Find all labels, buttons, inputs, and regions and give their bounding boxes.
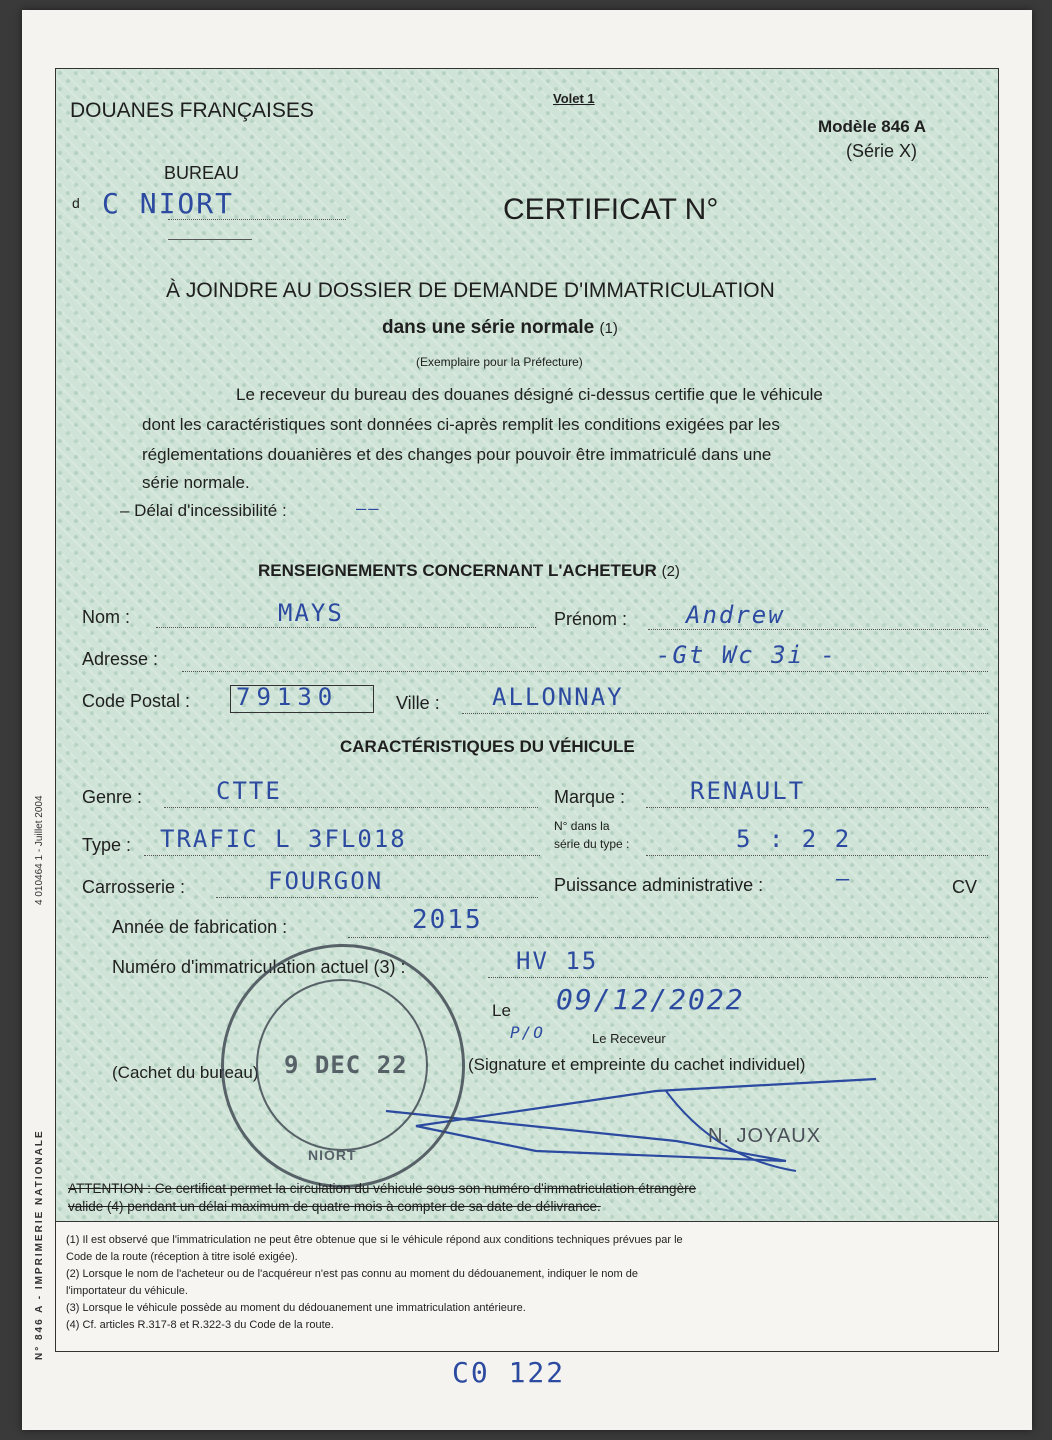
buyer-title-note: (2) — [661, 563, 680, 580]
type-label: Type : — [82, 835, 132, 855]
buyer-section-title — [258, 561, 680, 581]
bureau-rule — [168, 239, 252, 240]
serie-label-line2: série du type : — [554, 837, 630, 851]
carrosserie-value: FOURGON — [268, 867, 384, 895]
marque-value: RENAULT — [690, 777, 806, 805]
vehicle-section-title: CARACTÉRISTIQUES DU VÉHICULE — [340, 737, 635, 756]
adresse-value: -Gt Wc 3i - — [656, 641, 837, 669]
annee-line — [348, 937, 988, 938]
paragraph-line: dont les caractéristiques sont données ci-après remplit les conditions exigées par les — [142, 415, 780, 434]
serie-label: (Série X) — [846, 141, 918, 161]
footnote-line: (1) Il est observé que l'immatriculation ne peut être obtenue que si le véhicule répond aux conditions techniques prévues par le — [66, 1234, 683, 1246]
attention-line: valide (4) pendant un délai maximum de quatre mois à compter de sa date de délivrance. — [68, 1199, 601, 1214]
immat-label: Numéro d'immatriculation actuel (3) : — [112, 957, 406, 977]
serie-value: 5 : 2 2 — [736, 825, 852, 853]
immat-value: HV 15 — [516, 947, 599, 975]
marque-label: Marque : — [554, 787, 626, 807]
stamp-date: 9 DEC 22 — [284, 1051, 408, 1079]
bureau-value: C NIORT — [102, 187, 235, 220]
signatory-name: N. JOYAUX — [708, 1125, 822, 1147]
buyer-title-text: RENSEIGNEMENTS CONCERNANT L'ACHETEUR — [258, 561, 657, 580]
bureau-prefix: d — [72, 195, 80, 211]
puissance-label: Puissance administrative : — [554, 875, 764, 895]
footnote-line: (3) Lorsque le véhicule possède au moment du dédouanement une immatriculation antérieure. — [66, 1302, 526, 1314]
genre-value: CTTE — [216, 777, 282, 805]
puissance-unit: CV — [952, 877, 978, 897]
customs-certificate-form — [55, 68, 999, 1352]
serie-line — [646, 855, 988, 856]
intro-heading: À JOINDRE AU DOSSIER DE DEMANDE D'IMMATRICULATION — [166, 279, 775, 302]
footnote-line: l'importateur du véhicule. — [66, 1285, 188, 1297]
ville-value: ALLONNAY — [492, 683, 624, 711]
carrosserie-line — [216, 897, 538, 898]
agency-title: DOUANES FRANÇAISES — [70, 99, 314, 122]
cachet-label: (Cachet du bureau) — [112, 1063, 259, 1082]
footnote-line: Code de la route (réception à titre isolé exigée). — [66, 1251, 298, 1263]
attention-line: ATTENTION : Ce certificat permet la circulation du véhicule sous son numéro d'immatriculation étrangère — [68, 1181, 697, 1196]
genre-line — [164, 807, 538, 808]
footnotes-block — [56, 1221, 998, 1351]
type-value: TRAFIC L 3FL018 — [160, 825, 407, 853]
certificat-title: CERTIFICAT N° — [503, 193, 719, 226]
subheading-note: (1) — [599, 320, 618, 337]
print-reference: 4 010464 1 - Juillet 2004 — [34, 795, 45, 905]
puissance-value: — — [836, 867, 852, 892]
annee-value: 2015 — [412, 905, 483, 935]
type-line — [144, 855, 540, 856]
marque-line — [646, 807, 988, 808]
ville-label: Ville : — [396, 693, 440, 713]
subheading-text: dans une série normale — [382, 317, 595, 338]
printer-mark: N° 846 A - IMPRIMERIE NATIONALE — [34, 1129, 45, 1360]
customs-stamp — [221, 944, 465, 1188]
prenom-line — [648, 629, 988, 630]
paragraph-line: Le receveur du bureau des douanes désigné ci-dessus certifie que le véhicule — [236, 385, 823, 404]
volet-label: Volet 1 — [553, 91, 595, 106]
immat-line — [488, 977, 988, 978]
genre-label: Genre : — [82, 787, 143, 807]
exemplaire-label: (Exemplaire pour la Préfecture) — [416, 355, 583, 369]
adresse-line — [182, 671, 988, 672]
po-value: P/O — [510, 1023, 545, 1042]
annee-label: Année de fabrication : — [112, 917, 288, 937]
delai-label: – Délai d'incessibilité : — [120, 501, 287, 520]
cp-label: Code Postal : — [82, 691, 191, 711]
receveur-label: Le Receveur — [592, 1031, 666, 1046]
prenom-label: Prénom : — [554, 609, 628, 629]
adresse-label: Adresse : — [82, 649, 159, 669]
modele-label: Modèle 846 A — [818, 117, 927, 136]
bottom-handwriting: C0 122 — [452, 1356, 566, 1389]
carrosserie-label: Carrosserie : — [82, 877, 186, 897]
date-value: 09/12/2022 — [556, 983, 745, 1016]
paragraph-line: réglementations douanières et des changes pour pouvoir être immatriculé dans une — [142, 445, 772, 464]
nom-line — [156, 627, 536, 628]
le-label: Le — [492, 1001, 511, 1020]
footnote-line: (2) Lorsque le nom de l'acheteur ou de l'acquéreur n'est pas connu au moment du dédouanement, indiquer le nom de — [66, 1268, 638, 1280]
delai-value: —— — [356, 499, 381, 519]
prenom-value: Andrew — [686, 601, 785, 629]
intro-subheading — [382, 317, 618, 339]
nom-value: MAYS — [278, 599, 344, 627]
cp-value: 79130 — [236, 683, 339, 711]
paragraph-line: série normale. — [142, 473, 250, 492]
stamp-city: NIORT — [308, 1147, 357, 1163]
signature-label: (Signature et empreinte du cachet individuel) — [468, 1055, 806, 1074]
footnote-line: (4) Cf. articles R.317-8 et R.322-3 du Code de la route. — [66, 1319, 334, 1331]
nom-label: Nom : — [82, 607, 131, 627]
ville-line — [462, 713, 988, 714]
bureau-label: BUREAU — [164, 163, 240, 183]
bureau-underline — [168, 219, 346, 220]
serie-label-line1: N° dans la — [554, 819, 610, 833]
